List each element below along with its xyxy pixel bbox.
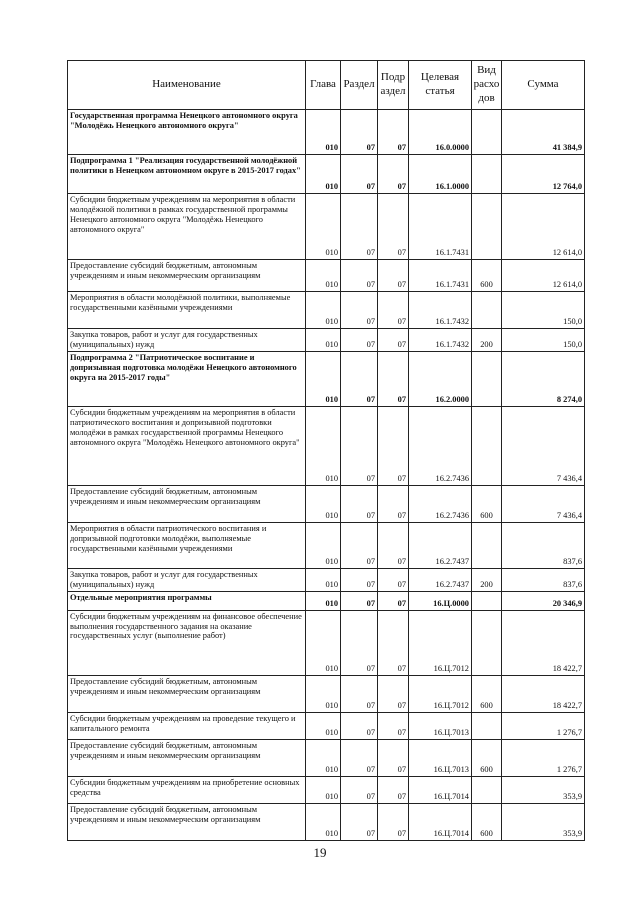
- header-subsection: Подр аздел: [378, 61, 409, 110]
- cell-section: 07: [341, 610, 378, 675]
- table-row: [68, 739, 585, 776]
- cell-subsection: 07: [378, 568, 409, 591]
- cell-section: 07: [341, 351, 378, 406]
- cell-section: 07: [341, 329, 378, 352]
- table-row: [68, 292, 585, 329]
- header-chapter: Глава: [306, 61, 341, 110]
- cell-expense-type: [472, 406, 502, 485]
- cell-expense-type: 600: [472, 260, 502, 292]
- cell-name: Закупка товаров, работ и услуг для государственных (муниципальных) нужд: [68, 568, 306, 591]
- table-row: [68, 351, 585, 406]
- cell-subsection: 07: [378, 155, 409, 194]
- table-row: [68, 803, 585, 840]
- cell-section: 07: [341, 522, 378, 568]
- cell-subsection: 07: [378, 739, 409, 776]
- cell-section: 07: [341, 485, 378, 522]
- cell-target: 16.Ц.7013: [409, 739, 472, 776]
- cell-target: 16.2.7437: [409, 522, 472, 568]
- cell-sum: 353,9: [502, 803, 585, 840]
- table-row: [68, 194, 585, 260]
- cell-subsection: 07: [378, 803, 409, 840]
- cell-expense-type: [472, 522, 502, 568]
- cell-target: 16.2.7436: [409, 406, 472, 485]
- cell-section: 07: [341, 406, 378, 485]
- cell-sum: 837,6: [502, 522, 585, 568]
- cell-chapter: 010: [306, 776, 341, 803]
- table-body: [68, 110, 585, 841]
- cell-expense-type: [472, 712, 502, 739]
- cell-name: Субсидии бюджетным учреждениям на проведение текущего и капитального ремонта: [68, 712, 306, 739]
- cell-name: Предоставление субсидий бюджетным, автономным учреждениям и иным некоммерческим организациям: [68, 260, 306, 292]
- header-target: Целевая статья: [409, 61, 472, 110]
- cell-name: Государственная программа Ненецкого автономного округа "Молодёжь Ненецкого автономного округа": [68, 110, 306, 155]
- cell-target: 16.1.7432: [409, 292, 472, 329]
- cell-chapter: 010: [306, 675, 341, 712]
- table-row: [68, 406, 585, 485]
- cell-chapter: 010: [306, 803, 341, 840]
- cell-subsection: 07: [378, 522, 409, 568]
- cell-sum: 7 436,4: [502, 485, 585, 522]
- cell-section: 07: [341, 194, 378, 260]
- header-section: Раздел: [341, 61, 378, 110]
- cell-chapter: 010: [306, 610, 341, 675]
- cell-name: Мероприятия в области молодёжной политики, выполняемые государственными казёнными учреждениями: [68, 292, 306, 329]
- cell-section: 07: [341, 803, 378, 840]
- cell-section: 07: [341, 292, 378, 329]
- page-number: 19: [313, 845, 327, 860]
- cell-sum: 20 346,9: [502, 591, 585, 610]
- cell-target: 16.1.7431: [409, 194, 472, 260]
- cell-subsection: 07: [378, 591, 409, 610]
- cell-sum: 150,0: [502, 329, 585, 352]
- cell-target: 16.1.7431: [409, 260, 472, 292]
- cell-chapter: 010: [306, 329, 341, 352]
- cell-chapter: 010: [306, 568, 341, 591]
- cell-expense-type: 600: [472, 739, 502, 776]
- table-header-row: [68, 61, 585, 110]
- cell-chapter: 010: [306, 155, 341, 194]
- cell-name: Субсидии бюджетным учреждениям на приобретение основных средства: [68, 776, 306, 803]
- table-row: [68, 329, 585, 352]
- cell-name: Мероприятия в области патриотического воспитания и допризывной подготовки молодёжи, выполняемые государственными казёнными учреждениями: [68, 522, 306, 568]
- cell-expense-type: [472, 591, 502, 610]
- table-row: [68, 776, 585, 803]
- cell-chapter: 010: [306, 739, 341, 776]
- cell-name: Предоставление субсидий бюджетным, автономным учреждениям и иным некоммерческим организациям: [68, 739, 306, 776]
- table-row: [68, 591, 585, 610]
- cell-subsection: 07: [378, 292, 409, 329]
- cell-section: 07: [341, 739, 378, 776]
- cell-target: 16.1.0000: [409, 155, 472, 194]
- cell-name: Предоставление субсидий бюджетным, автономным учреждениям и иным некоммерческим организациям: [68, 485, 306, 522]
- cell-name: Предоставление субсидий бюджетным, автономным учреждениям и иным некоммерческим организациям: [68, 675, 306, 712]
- budget-table: [67, 60, 585, 841]
- cell-target: 16.2.7437: [409, 568, 472, 591]
- cell-sum: 1 276,7: [502, 739, 585, 776]
- cell-subsection: 07: [378, 406, 409, 485]
- cell-expense-type: [472, 776, 502, 803]
- cell-subsection: 07: [378, 260, 409, 292]
- header-expense-type: Вид расхо дов: [472, 61, 502, 110]
- cell-target: 16.Ц.7012: [409, 675, 472, 712]
- table-row: [68, 712, 585, 739]
- cell-name: Закупка товаров, работ и услуг для государственных (муниципальных) нужд: [68, 329, 306, 352]
- cell-section: 07: [341, 776, 378, 803]
- cell-subsection: 07: [378, 110, 409, 155]
- cell-subsection: 07: [378, 712, 409, 739]
- cell-expense-type: 600: [472, 485, 502, 522]
- cell-chapter: 010: [306, 194, 341, 260]
- cell-expense-type: [472, 351, 502, 406]
- cell-target: 16.2.0000: [409, 351, 472, 406]
- cell-section: 07: [341, 675, 378, 712]
- cell-section: 07: [341, 568, 378, 591]
- cell-target: 16.Ц.0000: [409, 591, 472, 610]
- cell-name: Субсидии бюджетным учреждениям на мероприятия в области патриотического воспитания и допризывной подготовки молодёжи в рамках государственной программы Ненецкого автономного округа "Молодёжь Ненецкого автономного округа": [68, 406, 306, 485]
- cell-name: Подпрограмма 1 "Реализация государственной молодёжной политики в Ненецком автономном округе в 2015-2017 годах": [68, 155, 306, 194]
- cell-name: Субсидии бюджетным учреждениям на финансовое обеспечение выполнения государственного задания на оказание государственных услуг (выполнение работ): [68, 610, 306, 675]
- cell-section: 07: [341, 155, 378, 194]
- cell-expense-type: [472, 292, 502, 329]
- cell-subsection: 07: [378, 776, 409, 803]
- cell-sum: 1 276,7: [502, 712, 585, 739]
- cell-target: 16.2.7436: [409, 485, 472, 522]
- cell-target: 16.1.7432: [409, 329, 472, 352]
- cell-subsection: 07: [378, 351, 409, 406]
- cell-chapter: 010: [306, 406, 341, 485]
- cell-target: 16.Ц.7014: [409, 803, 472, 840]
- cell-section: 07: [341, 712, 378, 739]
- cell-target: 16.Ц.7012: [409, 610, 472, 675]
- cell-expense-type: [472, 610, 502, 675]
- cell-expense-type: 200: [472, 568, 502, 591]
- cell-expense-type: 600: [472, 675, 502, 712]
- cell-sum: 18 422,7: [502, 675, 585, 712]
- cell-section: 07: [341, 110, 378, 155]
- cell-sum: 18 422,7: [502, 610, 585, 675]
- table-row: [68, 610, 585, 675]
- cell-expense-type: 200: [472, 329, 502, 352]
- cell-sum: 12 614,0: [502, 194, 585, 260]
- cell-section: 07: [341, 260, 378, 292]
- cell-sum: 353,9: [502, 776, 585, 803]
- table-row: [68, 675, 585, 712]
- table-row: [68, 260, 585, 292]
- cell-target: 16.0.0000: [409, 110, 472, 155]
- cell-chapter: 010: [306, 351, 341, 406]
- cell-name: Субсидии бюджетным учреждениям на мероприятия в области молодёжной политики в рамках государственной программы Ненецкого автономного округа "Молодёжь Ненецкого автономного округа": [68, 194, 306, 260]
- cell-chapter: 010: [306, 522, 341, 568]
- header-sum: Сумма: [502, 61, 585, 110]
- cell-sum: 8 274,0: [502, 351, 585, 406]
- cell-name: Предоставление субсидий бюджетным, автономным учреждениям и иным некоммерческим организациям: [68, 803, 306, 840]
- cell-target: 16.Ц.7014: [409, 776, 472, 803]
- cell-subsection: 07: [378, 610, 409, 675]
- cell-sum: 837,6: [502, 568, 585, 591]
- header-name: Наименование: [68, 61, 306, 110]
- cell-expense-type: 600: [472, 803, 502, 840]
- cell-section: 07: [341, 591, 378, 610]
- cell-subsection: 07: [378, 675, 409, 712]
- cell-chapter: 010: [306, 292, 341, 329]
- cell-subsection: 07: [378, 485, 409, 522]
- cell-sum: 7 436,4: [502, 406, 585, 485]
- cell-chapter: 010: [306, 260, 341, 292]
- cell-name: Отдельные мероприятия программы: [68, 591, 306, 610]
- cell-chapter: 010: [306, 110, 341, 155]
- cell-expense-type: [472, 155, 502, 194]
- cell-subsection: 07: [378, 194, 409, 260]
- cell-sum: 12 614,0: [502, 260, 585, 292]
- cell-expense-type: [472, 110, 502, 155]
- cell-sum: 12 764,0: [502, 155, 585, 194]
- cell-target: 16.Ц.7013: [409, 712, 472, 739]
- table-row: [68, 522, 585, 568]
- cell-sum: 150,0: [502, 292, 585, 329]
- cell-expense-type: [472, 194, 502, 260]
- cell-chapter: 010: [306, 591, 341, 610]
- table-row: [68, 568, 585, 591]
- table-row: [68, 110, 585, 155]
- cell-subsection: 07: [378, 329, 409, 352]
- table-row: [68, 155, 585, 194]
- cell-chapter: 010: [306, 485, 341, 522]
- cell-sum: 41 384,9: [502, 110, 585, 155]
- cell-name: Подпрограмма 2 "Патриотическое воспитание и допризывная подготовка молодёжи Ненецкого автономного округа на 2015-2017 годы": [68, 351, 306, 406]
- cell-chapter: 010: [306, 712, 341, 739]
- table-row: [68, 485, 585, 522]
